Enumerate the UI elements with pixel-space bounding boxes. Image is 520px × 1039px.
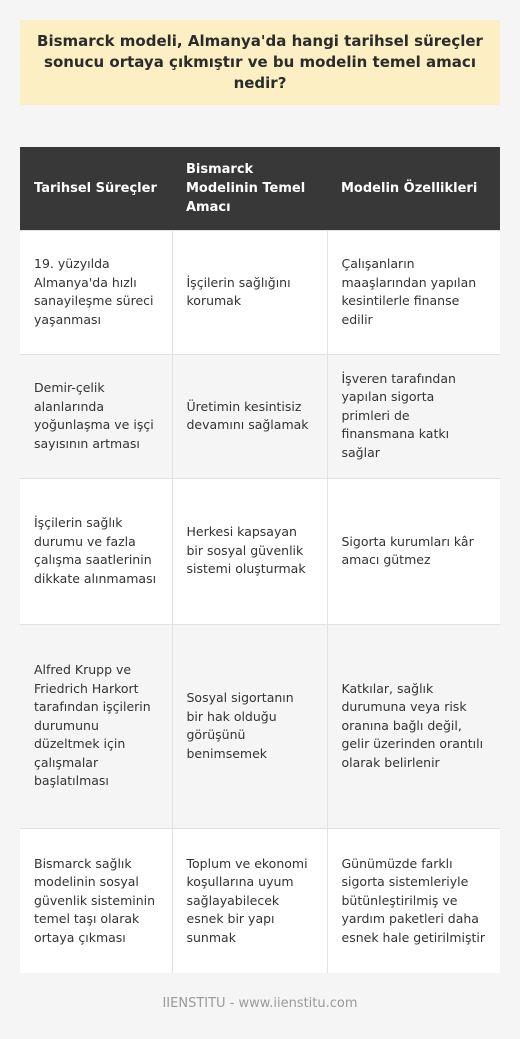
header-model-main-purpose: Bismarck Modelinin Temel Amacı — [172, 147, 327, 230]
table-row — [20, 624, 500, 828]
question-box — [20, 20, 500, 105]
table-cell: İşveren tarafından yapılan sigorta primleri de finansmana katkı sağlar — [327, 354, 500, 478]
header-model-features: Modelin Özellikleri — [327, 147, 500, 230]
table-header — [20, 147, 500, 230]
table-row — [20, 828, 500, 973]
table-cell: Herkesi kapsayan bir sosyal güvenlik sistemi oluşturmak — [172, 478, 327, 624]
table-cell: 19. yüzyılda Almanya'da hızlı sanayileşme süreci yaşanması — [20, 230, 172, 354]
header-row — [20, 147, 500, 230]
comparison-table-container — [20, 147, 500, 973]
table-body — [20, 230, 500, 973]
footer-credit: IIENSTITU - www.iienstitu.com — [162, 996, 358, 1011]
table-cell: Sigorta kurumları kâr amacı gütmez — [327, 478, 500, 624]
table-cell: Çalışanların maaşlarından yapılan kesintilerle finanse edilir — [327, 230, 500, 354]
table-cell: İşçilerin sağlık durumu ve fazla çalışma saatlerinin dikkate alınmaması — [20, 478, 172, 624]
table-cell: İşçilerin sağlığını korumak — [172, 230, 327, 354]
question-text: Bismarck modeli, Almanya'da hangi tarihsel süreçler sonucu ortaya çıkmıştır ve bu modelin temel amacı nedir? — [37, 32, 483, 92]
header-historical-processes: Tarihsel Süreçler — [20, 147, 172, 230]
table-cell: Alfred Krupp ve Friedrich Harkort tarafından işçilerin durumunu düzeltmek için çalışmalar başlatılması — [20, 624, 172, 828]
table-cell: Günümüzde farklı sigorta sistemleriyle bütünleştirilmiş ve yardım paketleri daha esnek hale getirilmiştir — [327, 828, 500, 973]
table-cell: Katkılar, sağlık durumuna veya risk oranına bağlı değil, gelir üzerinden orantılı olarak belirlenir — [327, 624, 500, 828]
table-cell: Toplum ve ekonomi koşullarına uyum sağlayabilecek esnek bir yapı sunmak — [172, 828, 327, 973]
table-row — [20, 478, 500, 624]
table-row — [20, 354, 500, 478]
comparison-table — [20, 147, 500, 973]
table-cell: Üretimin kesintisiz devamını sağlamak — [172, 354, 327, 478]
table-cell: Sosyal sigortanın bir hak olduğu görüşünü benimsemek — [172, 624, 327, 828]
table-row — [20, 230, 500, 354]
table-cell: Bismarck sağlık modelinin sosyal güvenlik sisteminin temel taşı olarak ortaya çıkması — [20, 828, 172, 973]
table-cell: Demir-çelik alanlarında yoğunlaşma ve işçi sayısının artması — [20, 354, 172, 478]
